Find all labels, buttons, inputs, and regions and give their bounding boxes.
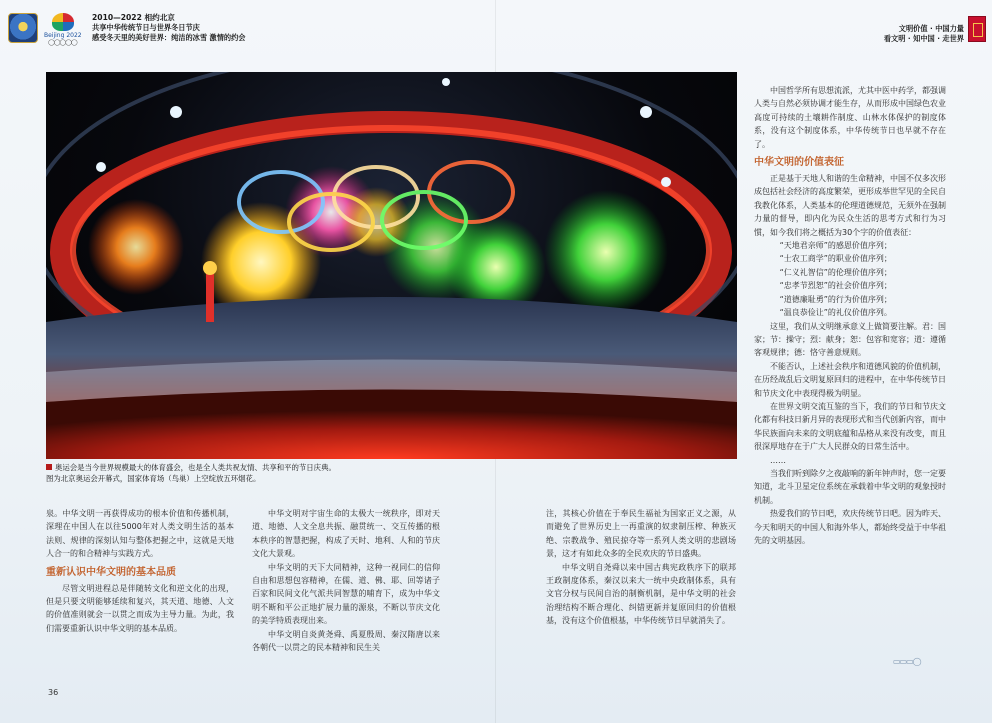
caption-line-1: 奥运会是当今世界规模最大的体育盛会，也是全人类共祝友情、共享和平的节日庆典。 bbox=[55, 463, 336, 472]
stadium-fireworks-photo bbox=[46, 72, 737, 459]
text-column-2 bbox=[252, 507, 440, 654]
header-text bbox=[92, 13, 245, 43]
header-right-line-2: 看文明 · 知中国 · 走世界 bbox=[883, 34, 964, 43]
caption-line-2: 图为北京奥运会开幕式，国家体育场（鸟巢）上空绽放五环烟花。 bbox=[46, 474, 261, 483]
header-left bbox=[8, 13, 245, 55]
header-line-3: 感受冬天里的美好世界：纯洁的冰雪 激情的约会 bbox=[92, 33, 246, 42]
col4-paragraph-7: 热爱我们的节日吧，欢庆传统节日吧。因为昨天、今天和明天的中国人和海外华人，都始终受益于中华祖先的文明基因。 bbox=[754, 509, 946, 545]
text-column-1 bbox=[46, 507, 234, 635]
col4-paragraph-6: 当我们听到除夕之夜敲响的新年钟声时，您一定要知道，北斗卫星定位系统在承载着中华文明的观象授时机制。 bbox=[754, 468, 946, 505]
value-list-item: “温良恭俭让”的礼仪价值序列。 bbox=[779, 308, 892, 318]
key-ornament-icon: ▭▭▭◯ bbox=[893, 657, 921, 666]
col4-ellipsis: …… bbox=[770, 455, 786, 465]
header-line-1: 2010—2022 相约北京 bbox=[92, 13, 175, 22]
text-column-3 bbox=[546, 507, 736, 628]
beijing-2022-logo bbox=[44, 13, 84, 45]
olympic-rings-icon: ◯◯◯◯◯ bbox=[48, 39, 77, 46]
header-line-2: 共享中华传统节日与世界冬日节庆 bbox=[92, 23, 200, 32]
col2-paragraph-3: 中华文明自炎黄尧舜、禹夏殷周、秦汉隋唐以来各朝代一以贯之的民本精神和民生关 bbox=[252, 629, 440, 653]
caption-square-icon bbox=[46, 464, 52, 470]
text-column-4 bbox=[754, 84, 946, 547]
value-list-item: “道德廉耻勇”的行为价值序列； bbox=[779, 294, 892, 304]
col3-paragraph-1: 注，其核心价值在于奉民生福祉为国家正义之源，从而避免了世界历史上一再重演的奴隶制压榨、种族灭绝、宗教战争、殖民掠夺等一系列人类文明的悲剧场景，这才有如此众多的全民欢庆的节日盛典。 bbox=[546, 509, 736, 559]
col4-paragraph-3: 这里，我们从文明继承意义上做简要注解。君：国家；节：操守；烈：献身；恕：包容和宽容；道：遵循客观规律；德：恪守善意规则。 bbox=[754, 321, 946, 358]
value-list-item: “士农工商学”的职业价值序列； bbox=[779, 254, 892, 264]
col4-paragraph-1: 中国哲学所有思想流派，尤其中医中药学，都强调人类与自然必须协调才能生存，从而形成中国绿色农业高度可持续的土壤耕作制度、山林水体保护的制度体系，没有这个制度体系，中华传统节日也早就不存在了。 bbox=[754, 86, 946, 149]
winter-olympics-emblem-icon bbox=[52, 13, 74, 31]
col4-paragraph-4: 不能否认，上述社会秩序和道德风貌的价值机制，在历经战乱后文明复原回归的进程中，在中华传统节日和节庆文化中表现得极为明显。 bbox=[754, 361, 946, 398]
header-right-line-1: 文明价值 · 中国力量 bbox=[898, 24, 964, 33]
col4-heading: 中华文明的价值表征 bbox=[754, 157, 844, 169]
logo-text: Beijing 2022 bbox=[44, 32, 82, 39]
col2-paragraph-2: 中华文明的天下大同精神，这种一视同仁的信仰自由和思想包容精神，在儒、道、佛、耶、回等诸子百家和民间文化气派共同智慧的哺育下，成为中华文明不断和平公正地扩展力量的源泉，不断以节庆文化的美学特质表现出来。 bbox=[252, 562, 440, 626]
photo-caption bbox=[46, 462, 466, 484]
col4-paragraph-5: 在世界文明交流互鉴的当下，我们的节日和节庆文化都有科技日新月异的表现形式和当代创新内容，而中华民族面向未来的文明底蕴和品格从来没有改变，而且很深厚地存在于广大人民群众的日常生活中。 bbox=[754, 401, 946, 452]
col1-paragraph-2: 尽管文明进程总是伴随转文化和逆文化的出现，但是只要文明能够延续和复兴，其天道、地德、人文的价值准则就会一以贯之而成为主导力量。为此，我们需要重新认识中华文明的基本品质。 bbox=[46, 583, 234, 633]
page-number: 36 bbox=[48, 688, 59, 697]
col1-heading: 重新认识中华文明的基本品质 bbox=[46, 566, 176, 578]
col2-paragraph-1: 中华文明对宇宙生命的太极大一统秩序，即对天道、地德、人文全息共振、融贯统一、交互传播的根本秩序的智慧把握，构成了天时、地利、人和的节庆文化大景观。 bbox=[252, 509, 440, 559]
col1-paragraph-1: 泉。中华文明一再获得成功的根本价值和传播机制，深理在中国人在以往5000年对人类文明生活的基本法则、规律的深刻认知与整体把握之中，这就是天地人合一的和合精神与实践方式。 bbox=[46, 509, 234, 559]
value-list-item: “仁义礼智信”的伦理价值序列； bbox=[779, 267, 892, 277]
badge-emblem-icon bbox=[8, 13, 38, 43]
value-list-item: “忠孝节烈恕”的社会价值序列； bbox=[779, 281, 892, 291]
red-seal-icon bbox=[968, 16, 986, 42]
header-right bbox=[884, 24, 964, 44]
value-list-item: “天地君亲师”的感恩价值序列； bbox=[779, 241, 892, 251]
col4-paragraph-2: 正是基于天地人和谐的生命精神，中国不仅多次形成包括社会经济的高度繁荣，更形成举世罕见的全民自我教化体系，人类基本的伦理道德规范，无须外在强制力量的督导，即内化为民众生活的思考方式和行为习惯，如今我们将之概括为30个字的价值表征： bbox=[754, 174, 946, 237]
col3-paragraph-2: 中华文明自尧舜以来中国古典宪政秩序下的联邦王政制度体系，秦汉以来大一统中央政制体系，具有文官分权与民间自治的制衡机制，是中华文明的社会治理结构不断合理化、纠错更新并复原回归的价值根基，没有这个价值根基，中华传统节日早就消失了。 bbox=[546, 562, 736, 626]
